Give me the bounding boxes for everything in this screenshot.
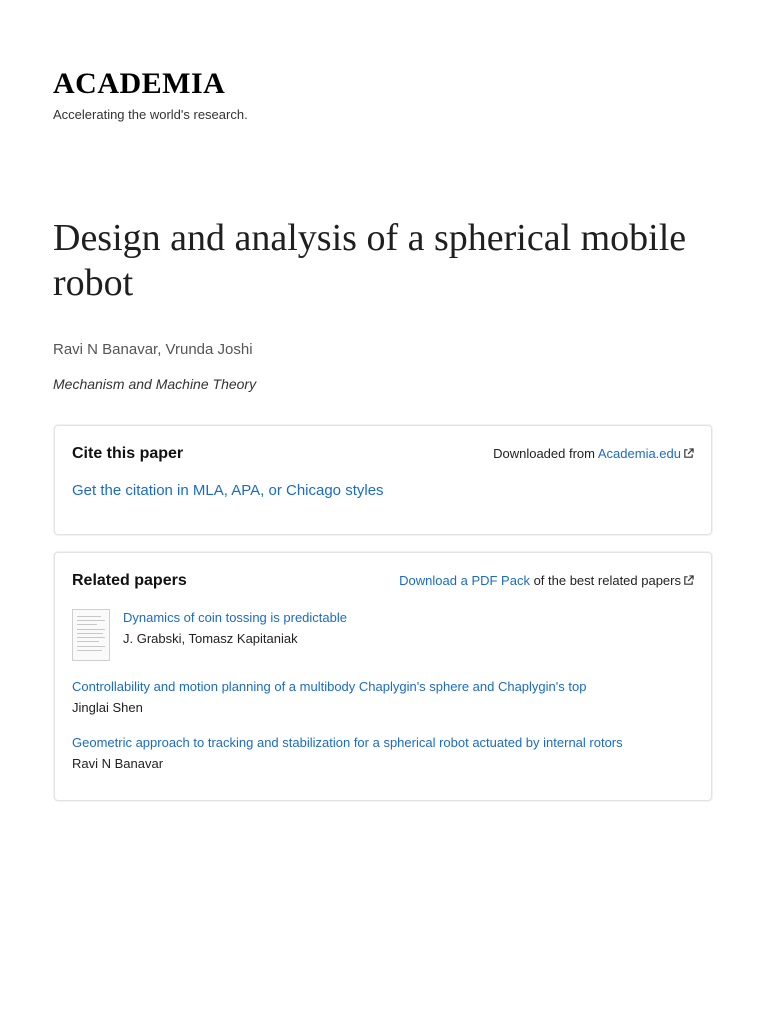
external-link-icon[interactable] [681, 573, 694, 588]
related-papers-card [54, 552, 712, 801]
related-heading: Related papers [72, 572, 187, 589]
paper-title: Design and analysis of a spherical mobile robot [53, 217, 687, 304]
related-paper-authors: Ravi N Banavar [72, 756, 164, 771]
related-paper-title[interactable]: Dynamics of coin tossing is predictable [123, 610, 347, 625]
document-thumbnail-icon[interactable] [72, 609, 110, 661]
list-item [72, 678, 697, 716]
related-papers-list [72, 607, 697, 772]
pack-suffix: of the best related papers [529, 573, 681, 588]
paper-journal: Mechanism and Machine Theory [53, 376, 257, 392]
downloaded-from [493, 446, 694, 462]
download-pdf-pack-link[interactable]: Download a PDF Pack [399, 573, 530, 588]
brand-tagline: Accelerating the world's research. [53, 107, 248, 122]
related-paper-title[interactable]: Controllability and motion planning of a multibody Chaplygin's sphere and Chaplygin's top [72, 679, 587, 694]
paper-authors: Ravi N Banavar, Vrunda Joshi [53, 341, 253, 358]
list-item [72, 734, 697, 772]
pdf-pack-line [399, 573, 694, 589]
academia-logo[interactable]: ACADEMIA [53, 67, 226, 100]
list-item [72, 607, 697, 663]
related-paper-authors: J. Grabski, Tomasz Kapitaniak [123, 631, 298, 646]
cite-card [54, 425, 712, 535]
related-paper-authors: Jinglai Shen [72, 700, 143, 715]
cite-heading: Cite this paper [72, 445, 184, 462]
academia-source-link[interactable]: Academia.edu [597, 446, 681, 461]
related-paper-title[interactable]: Geometric approach to tracking and stabilization for a spherical robot actuated by internal rotors [72, 735, 623, 750]
external-link-icon[interactable] [681, 446, 694, 461]
get-citation-link[interactable]: Get the citation in MLA, APA, or Chicago styles [72, 482, 384, 499]
downloaded-prefix: Downloaded from [493, 446, 598, 461]
